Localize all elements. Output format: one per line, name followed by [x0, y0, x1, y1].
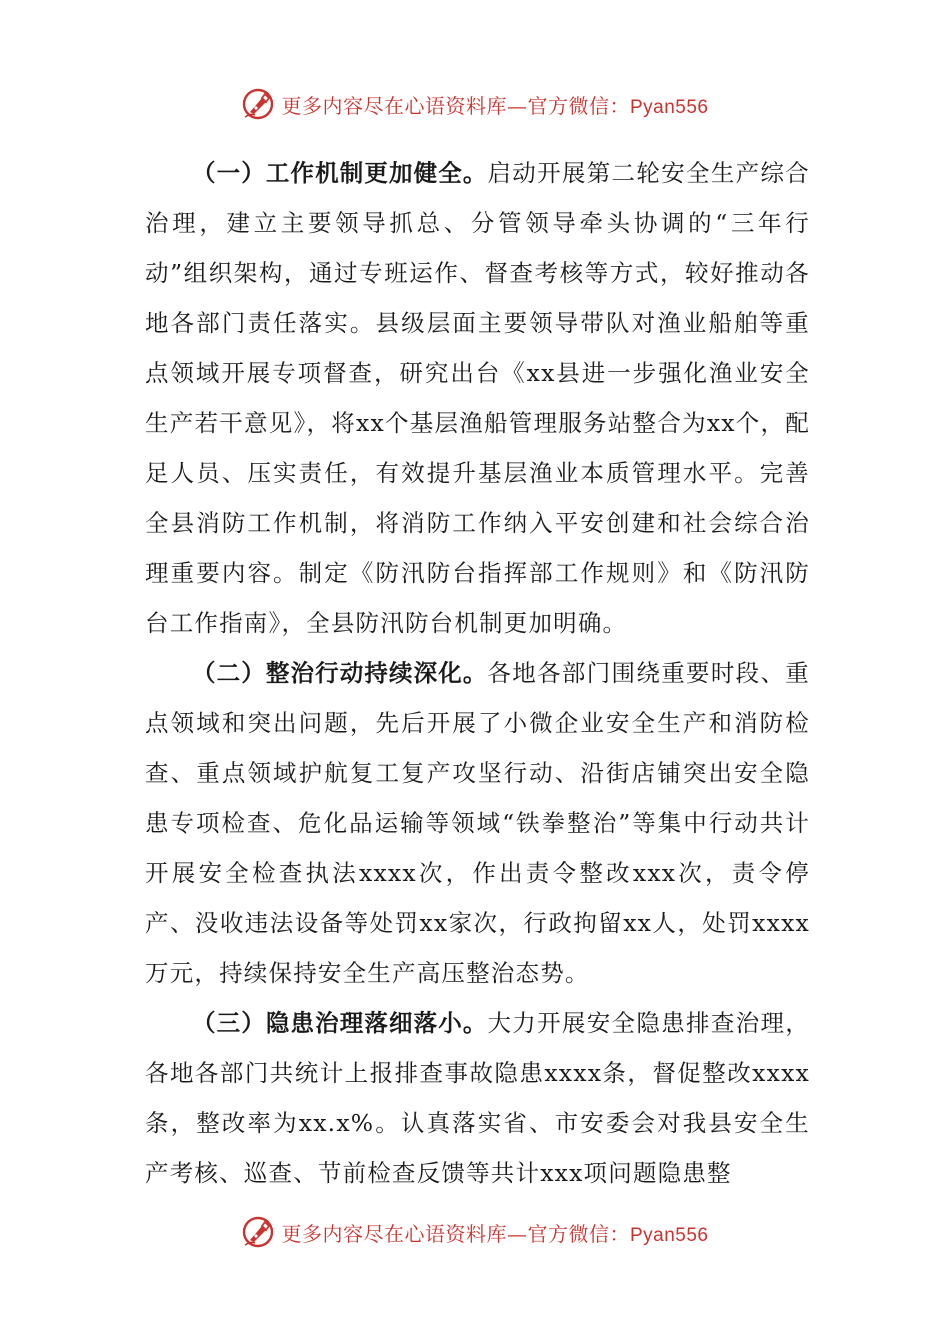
paragraph-hazard-control — [145, 998, 810, 1198]
paragraph-text: 各地各部门围绕重要时段、重点领域和突出问题，先后开展了小微企业安全生产和消防检查、重点领域护航复工复产攻坚行动、沿街店铺突出安全隐患专项检查、危化品运输等领域“铁拳整治”等集中行动共计开展安全检查执法xxxx次，作出责令整改xxx次，责令停产、没收违法设备等处罚xx家次，行政拘留xx人，处罚xxxx万元，持续保持安全生产高压整治态势。 — [145, 659, 810, 987]
paragraph-mechanism — [145, 148, 810, 648]
paragraph-text: 启动开展第二轮安全生产综合治理，建立主要领导抓总、分管领导牵头协调的“三年行动”组织架构，通过专班运作、督查考核等方式，较好推动各地各部门责任落实。县级层面主要领导带队对渔业船舶等重点领域开展专项督查，研究出台《xx县进一步强化渔业安全生产若干意见》，将xx个基层渔船管理服务站整合为xx个，配足人员、压实责任，有效提升基层渔业本质管理水平。完善全县消防工作机制，将消防工作纳入平安创建和社会综合治理重要内容。制定《防汛防台指挥部工作规则》和《防汛防台工作指南》，全县防汛防台机制更加明确。 — [145, 159, 810, 637]
pen-nib-circle-icon — [241, 87, 275, 121]
paragraph-text: 大力开展安全隐患排查治理，各地各部门共统计上报排查事故隐患xxxx条，督促整改xxxx条，整改率为xx.x%。认真落实省、市安委会对我县安全生产考核、巡查、节前检查反馈等共计xxx项问题隐患整 — [145, 1009, 810, 1187]
watermark-text: 更多内容尽在心语资料库—官方微信：Pyan556 — [281, 1221, 709, 1246]
paragraph-heading: （三）隐患治理落细落小。 — [192, 1009, 488, 1037]
pen-nib-circle-icon — [241, 1215, 275, 1249]
paragraph-rectification — [145, 648, 810, 998]
watermark-header — [0, 82, 950, 126]
paragraph-heading: （一）工作机制更加健全。 — [192, 159, 488, 187]
watermark-text: 更多内容尽在心语资料库—官方微信：Pyan556 — [281, 93, 709, 118]
watermark-footer — [0, 1210, 950, 1254]
document-body — [145, 148, 810, 1198]
paragraph-heading: （二）整治行动持续深化。 — [192, 659, 488, 687]
